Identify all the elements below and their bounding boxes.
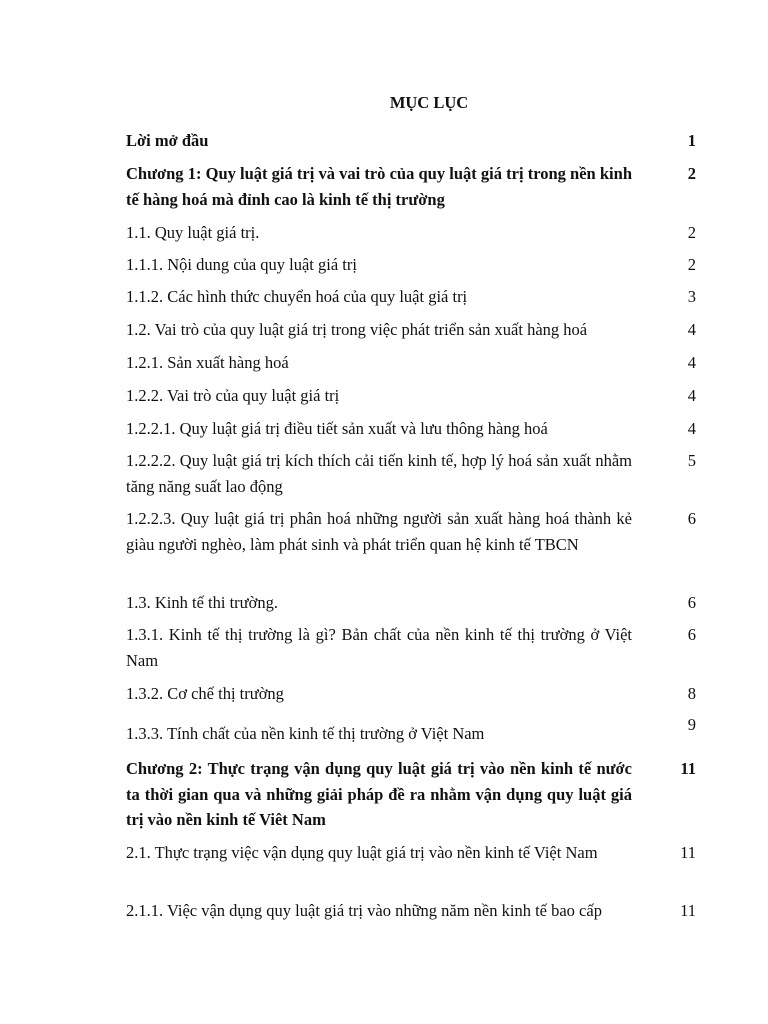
toc-entry-page: 6 bbox=[687, 509, 696, 528]
toc-entry-page: 11 bbox=[680, 901, 696, 920]
toc-entry-page: 11 bbox=[680, 759, 696, 778]
toc-entry-text: 1.2. Vai trò của quy luật giá trị trong việc phát triển sản xuất hàng hoá bbox=[126, 320, 588, 339]
toc-entry-page: 9 bbox=[687, 715, 696, 734]
toc-entry-text: 1.2.2.3. Quy luật giá trị phân hoá những người sản xuất hàng hoá thành kẻ giàu người nghèo, làm phát sinh và phát triển quan hệ kinh tế TBCN bbox=[126, 509, 632, 554]
toc-entry-text: 1.2.2.1. Quy luật giá trị điều tiết sản xuất và lưu thông hàng hoá bbox=[126, 419, 548, 438]
toc-entry-page: 5 bbox=[687, 451, 696, 470]
toc-entry-page: 1 bbox=[687, 131, 696, 150]
toc-entry-text: 1.1.1. Nội dung của quy luật giá trị bbox=[126, 255, 357, 274]
toc-entry-text: 1.1.2. Các hình thức chuyển hoá của quy luật giá trị bbox=[126, 287, 468, 306]
toc-entry-page: 8 bbox=[687, 684, 696, 703]
toc-entry-text: 1.2.2.2. Quy luật giá trị kích thích cải tiến kinh tế, hợp lý hoá sản xuất nhằm tăng năng suất lao động bbox=[126, 451, 632, 496]
toc-entry-text: 1.1. Quy luật giá trị. bbox=[126, 223, 260, 242]
toc-entry-page: 2 bbox=[687, 255, 696, 274]
toc-entry-text: Chương 2: Thực trạng vận dụng quy luật giá trị vào nền kinh tế nước ta thời gian qua và những giải pháp đề ra nhằm vận dụng quy luật giá trị vào nền kinh tế Viêt Nam bbox=[126, 759, 632, 829]
toc-entry-page: 4 bbox=[687, 320, 696, 339]
toc-entry-page: 4 bbox=[687, 353, 696, 372]
toc-title: MỤC LỤC bbox=[389, 93, 469, 112]
toc-entry-text: Lời mở đầu bbox=[126, 131, 209, 150]
toc-entry-page: 11 bbox=[680, 843, 696, 862]
toc-entry-page: 2 bbox=[687, 223, 696, 242]
toc-entry-text: 1.2.1. Sản xuất hàng hoá bbox=[126, 353, 289, 372]
toc-entry-page: 6 bbox=[687, 625, 696, 644]
toc-entry-text: 1.3. Kinh tế thi trường. bbox=[126, 593, 278, 612]
toc-entry-page: 6 bbox=[687, 593, 696, 612]
toc-entry-page: 2 bbox=[687, 164, 696, 183]
toc-entry-text: 1.3.1. Kinh tế thị trường là gì? Bản chất của nền kinh tế thị trường ở Việt Nam bbox=[126, 625, 632, 670]
toc-entry-text: 2.1.1. Việc vận dụng quy luật giá trị vào những năm nền kinh tế bao cấp bbox=[126, 901, 602, 920]
toc-entry-page: 4 bbox=[687, 419, 696, 438]
toc-entry-text: 2.1. Thực trạng việc vận dụng quy luật giá trị vào nền kinh tế Việt Nam bbox=[126, 843, 598, 862]
toc-entry-page: 4 bbox=[687, 386, 696, 405]
toc-entry-page: 3 bbox=[687, 287, 696, 306]
toc-entry-text: 1.2.2. Vai trò của quy luật giá trị bbox=[126, 386, 340, 405]
toc-entry-text: 1.3.2. Cơ chế thị trường bbox=[126, 684, 284, 703]
toc-entry-text: Chương 1: Quy luật giá trị và vai trò của quy luật giá trị trong nền kinh tế hàng hoá mà đỉnh cao là kinh tế thị trường bbox=[126, 164, 632, 209]
toc-entry-text: 1.3.3. Tính chất của nền kinh tế thị trường ở Việt Nam bbox=[126, 724, 485, 743]
